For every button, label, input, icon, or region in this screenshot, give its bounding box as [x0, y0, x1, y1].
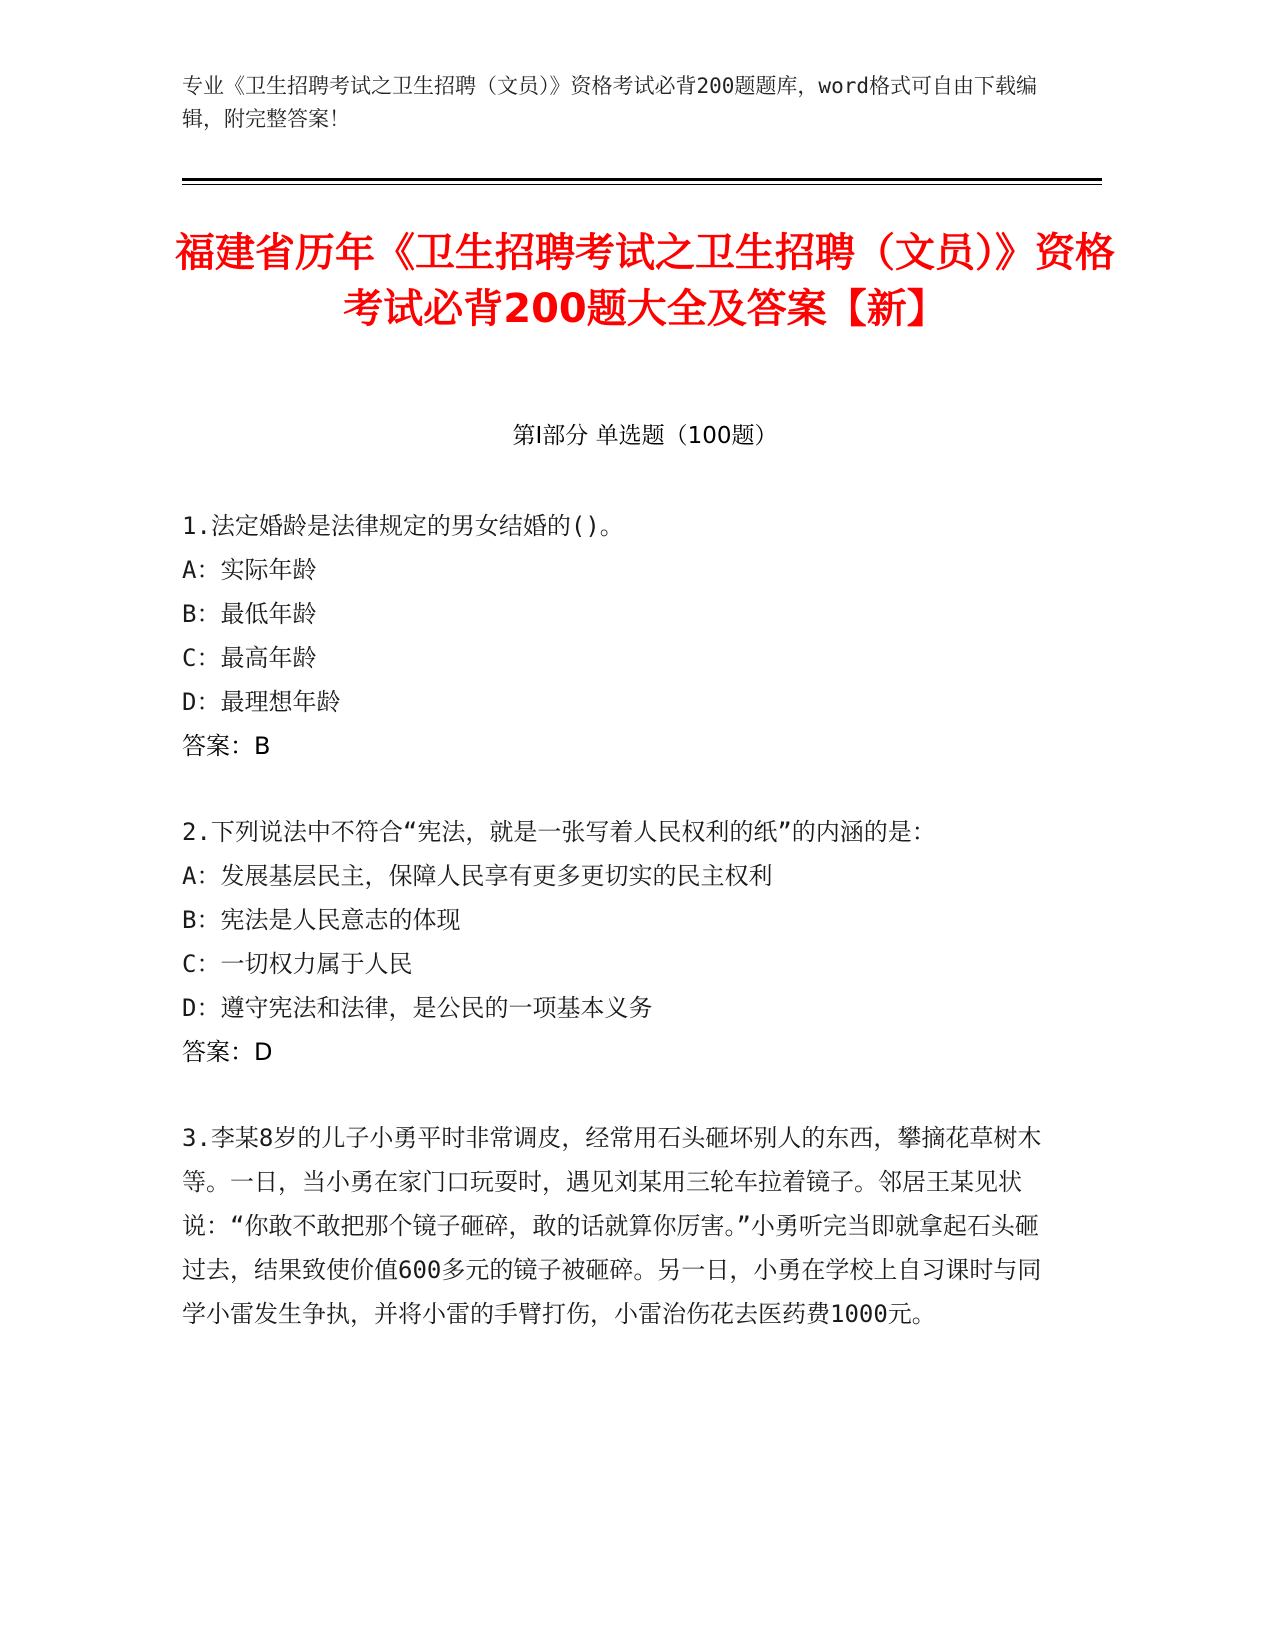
- header-divider-thick: [182, 178, 1102, 181]
- option-c: C：最高年龄: [182, 644, 317, 672]
- option-d: D：遵守宪法和法律，是公民的一项基本义务: [182, 994, 653, 1022]
- header-divider-thin: [182, 184, 1102, 185]
- question-1: [182, 504, 1042, 768]
- question-text: 3.李某8岁的儿子小勇平时非常调皮，经常用石头砸坏别人的东西，攀摘花草树木等。一日，当小勇在家门口玩耍时，遇见刘某用三轮车拉着镜子。邻居王某见状说：“你敢不敢把那个镜子砸碎，敢的话就算你厉害。”小勇听完当即就拿起石头砸过去，结果致使价值600多元的镜子被砸碎。另一日，小勇在学校上自习课时与同学小雷发生争执，并将小雷的手臂打伤，小雷治伤花去医药费1000元。: [182, 1124, 1042, 1328]
- header-note: 专业《卫生招聘考试之卫生招聘（文员）》资格考试必背200题题库，word格式可自由下载编辑，附完整答案！: [182, 74, 1037, 131]
- question-text: 1.法定婚龄是法律规定的男女结婚的()。: [182, 512, 624, 540]
- section-title: 第Ⅰ部分 单选题（100题）: [512, 423, 778, 449]
- answer: 答案：D: [182, 1038, 273, 1066]
- option-b: B：最低年龄: [182, 600, 317, 628]
- answer: 答案：B: [182, 732, 271, 760]
- question-2: [182, 810, 1042, 1074]
- option-c: C：一切权力属于人民: [182, 950, 413, 978]
- question-3: [182, 1116, 1042, 1336]
- document-title: 福建省历年《卫生招聘考试之卫生招聘（文员）》资格考试必背200题大全及答案【新】: [175, 230, 1115, 332]
- question-text: 2.下列说法中不符合“宪法，就是一张写着人民权利的纸”的内涵的是：: [182, 818, 936, 846]
- option-b: B：宪法是人民意志的体现: [182, 906, 461, 934]
- option-d: D：最理想年龄: [182, 688, 341, 716]
- option-a: A：发展基层民主，保障人民享有更多更切实的民主权利: [182, 862, 773, 890]
- question-list: [182, 504, 1042, 1378]
- option-a: A：实际年龄: [182, 556, 317, 584]
